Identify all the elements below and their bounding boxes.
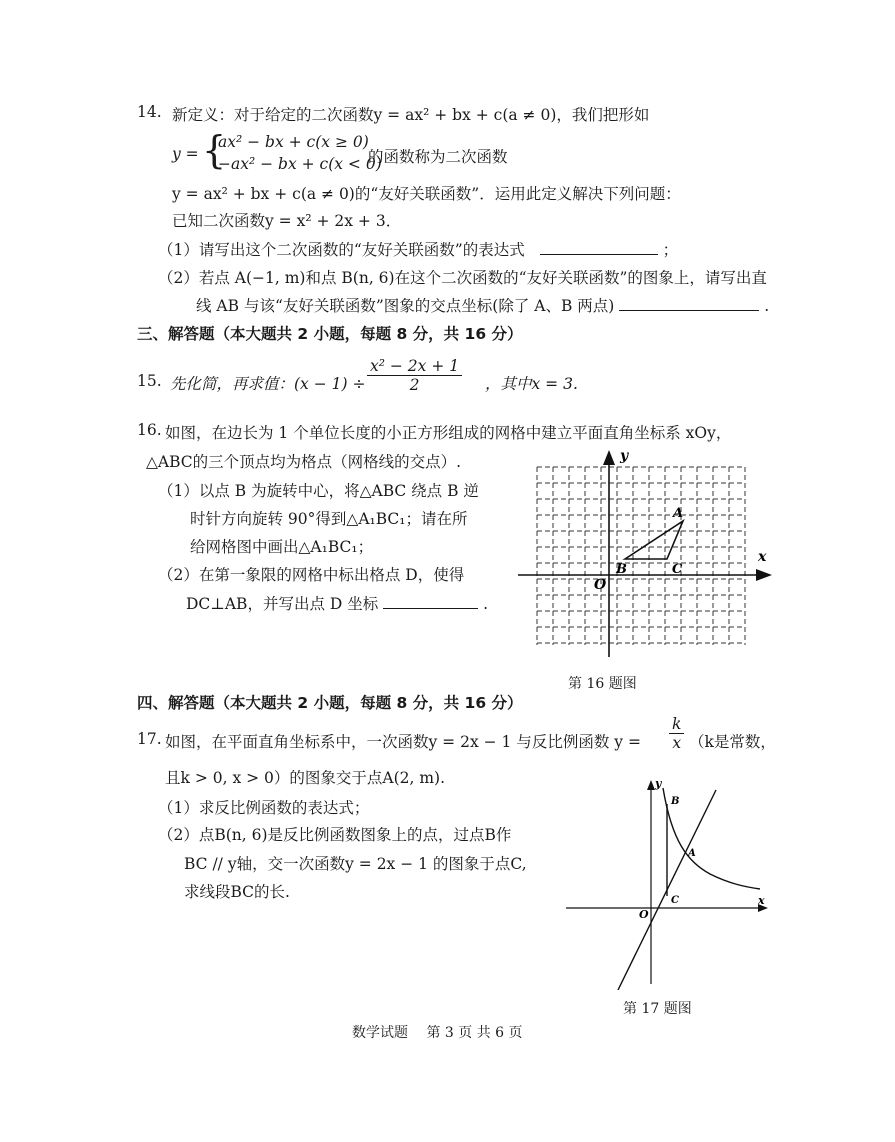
- q17-fraction: [669, 715, 684, 752]
- q16-p2-end: .: [483, 595, 489, 613]
- q17-frac-den: x: [672, 734, 682, 752]
- q16-triangle-abc: [625, 521, 683, 559]
- q16-p1-c: 给网格图中画出△A₁BC₁；: [190, 538, 374, 556]
- q16-y-arrow: [603, 450, 615, 465]
- q14-answer-blank-1[interactable]: [540, 240, 658, 255]
- q14-part1-text: （1）请写出这个二次函数的“友好关联函数”的表达式: [158, 241, 525, 259]
- q14-part1-end: ；: [662, 241, 679, 259]
- q15-number: 15.: [137, 372, 162, 390]
- q16-p1-a: （1）以点 B 为旋转中心，将△ABC 绕点 B 逆: [158, 482, 479, 500]
- q16-figure-caption: 第 16 题图: [568, 676, 637, 692]
- q17-label-x: x: [758, 894, 765, 907]
- page-footer: 数学试题 第 3 页 共 6 页: [352, 1025, 523, 1041]
- q14-brace: {: [202, 128, 227, 172]
- q17-y-arrow: [647, 780, 655, 790]
- q16-label-x: x: [758, 549, 767, 565]
- q17-label-c: C: [671, 895, 679, 906]
- q17-figure-caption: 第 17 题图: [623, 1001, 692, 1017]
- q15-fraction: [367, 357, 462, 394]
- q14-part2-end: .: [764, 297, 770, 315]
- q17-figure: [560, 772, 780, 990]
- q17-number: 17.: [137, 730, 162, 748]
- q16-x-arrow: [756, 569, 772, 581]
- q16-p2-a: （2）在第一象限的网格中标出格点 D，使得: [158, 566, 465, 584]
- q16-line1: 如图，在边长为 1 个单位长度的小正方形组成的网格中建立平面直角坐标系 xOy，: [165, 424, 732, 442]
- q14-part2-a: （2）若点 A(−1, m)和点 B(n, 6)在这个二次函数的“友好关联函数”的图象上，请写出直: [158, 269, 767, 287]
- q14-answer-blank-2[interactable]: [619, 296, 759, 311]
- q14-line4: 已知二次函数y = x² + 2x + 3．: [172, 212, 402, 230]
- q16-label-c: C: [672, 562, 683, 577]
- q16-answer-blank[interactable]: [383, 594, 478, 609]
- q15-frac-den: 2: [409, 376, 420, 394]
- q16-grid: [537, 467, 745, 645]
- q15-frac-num: x² − 2x + 1: [367, 357, 462, 376]
- q17-label-a: A: [688, 848, 696, 859]
- section-4-title: 四、解答题（本大题共 2 小题，每题 8 分，共 16 分）: [137, 694, 523, 712]
- q16-label-o: O: [594, 577, 607, 593]
- q16-p1-b: 时针方向旋转 90°得到△A₁BC₁；请在所: [190, 510, 468, 528]
- q17-frac-num: k: [669, 715, 684, 734]
- q17-line1-a: 如图，在平面直角坐标系中，一次函数y = 2x − 1 与反比例函数 y =: [165, 733, 641, 751]
- section-3-title: 三、解答题（本大题共 2 小题，每题 8 分，共 16 分）: [137, 325, 523, 343]
- q14-intro: 新定义：对于给定的二次函数y = ax² + bx + c(a ≠ 0)，我们把形如: [172, 106, 650, 124]
- q15-prefix: 先化简，再求值：(x − 1) ÷: [170, 375, 366, 393]
- q17-label-b: B: [671, 796, 680, 807]
- q14-piece-suffix: 的函数称为二次函数: [368, 148, 508, 166]
- q17-p2-c: 求线段BC的长.: [184, 883, 290, 901]
- q16-figure: [510, 445, 780, 665]
- q14-piece1: ax² − bx + c(x ≥ 0): [218, 133, 369, 151]
- q17-p1: （1）求反比例函数的表达式；: [158, 799, 370, 817]
- q16-p2-row: [186, 592, 488, 614]
- q17-label-y: y: [655, 777, 662, 790]
- q17-p2-a: （2）点B(n, 6)是反比例函数图象上的点，过点B作: [158, 826, 512, 844]
- q16-label-a: A: [673, 506, 684, 521]
- q16-line2: △ABC的三个顶点均为格点（网格线的交点）.: [146, 453, 462, 471]
- q17-line1-b: （k是常数，: [689, 733, 776, 751]
- q14-part2-b: 线 AB 与该“友好关联函数”图象的交点坐标(除了 A、B 两点): [196, 297, 615, 315]
- q14-part2-b-row: [196, 294, 769, 316]
- q14-part1: [158, 238, 678, 260]
- q14-line3: y = ax² + bx + c(a ≠ 0)的“友好关联函数”．运用此定义解决下列问题：: [172, 185, 681, 203]
- q17-p2-b: BC // y轴，交一次函数y = 2x − 1 的图象于点C,: [184, 855, 527, 873]
- q15-suffix: ，其中x = 3.: [485, 375, 578, 393]
- q16-label-b: B: [616, 562, 627, 577]
- q16-number: 16.: [137, 421, 162, 439]
- q14-number: 14.: [137, 103, 162, 121]
- q17-label-o: O: [639, 908, 649, 921]
- q14-y-eq: y =: [172, 145, 199, 163]
- q14-piece2: −ax² − bx + c(x < 0): [218, 155, 382, 173]
- q17-line2: 且k > 0, x > 0）的图象交于点A(2, m).: [165, 769, 446, 787]
- q16-p2-b: DC⊥AB，并写出点 D 坐标: [186, 595, 379, 613]
- q16-label-y: y: [620, 448, 629, 464]
